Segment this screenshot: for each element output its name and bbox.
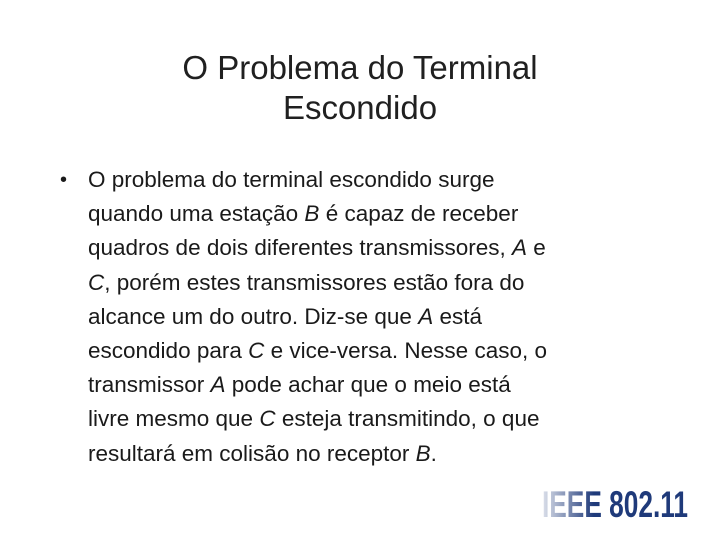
bullet-line — [88, 266, 680, 300]
text-segment: esteja transmitindo, o que — [275, 406, 540, 432]
bullet-line — [88, 300, 680, 334]
bullet-text — [88, 163, 680, 471]
bullet-line — [88, 231, 680, 265]
slide-title-line-2: Escondido — [282, 89, 438, 126]
bullet-item — [60, 163, 680, 471]
variable-label: A — [210, 372, 226, 398]
text-segment: e vice-versa. Nesse caso, o — [264, 338, 547, 364]
ieee-802-11-logo — [542, 478, 690, 522]
variable-label: C — [248, 338, 265, 364]
bullet-icon: • — [60, 169, 68, 191]
text-segment: livre mesmo que — [88, 406, 260, 432]
variable-label: B — [304, 201, 320, 227]
text-segment: , porém estes transmissores estão fora do — [104, 269, 525, 295]
text-segment: quadros de dois diferentes transmissores, — [88, 235, 512, 261]
variable-label: C — [259, 406, 276, 432]
text-segment: alcance um do outro. Diz-se que — [88, 303, 419, 329]
text-segment: resultará em colisão no receptor — [88, 440, 416, 466]
variable-label: A — [511, 235, 527, 261]
text-segment: está — [433, 303, 482, 329]
bullet-line — [88, 197, 680, 231]
slide-title — [60, 48, 660, 128]
text-segment: . — [430, 440, 437, 466]
bullet-line — [88, 437, 680, 471]
bullet-line — [88, 368, 680, 402]
text-segment: quando uma estação — [88, 201, 305, 227]
slide-title-line-1: O Problema do Terminal — [182, 49, 538, 86]
text-segment: O problema do terminal escondido surge — [88, 167, 495, 192]
bullet-line — [88, 402, 680, 436]
variable-label: A — [418, 303, 434, 329]
bullet-line — [88, 163, 680, 197]
text-segment: é capaz de receber — [319, 201, 519, 227]
bullet-line — [88, 334, 680, 368]
text-segment: pode achar que o meio está — [225, 372, 511, 398]
text-segment: escondido para — [88, 338, 249, 364]
variable-label: C — [88, 269, 105, 295]
variable-label: B — [415, 440, 431, 466]
text-segment: e — [526, 235, 546, 261]
text-segment: transmissor — [88, 372, 211, 398]
